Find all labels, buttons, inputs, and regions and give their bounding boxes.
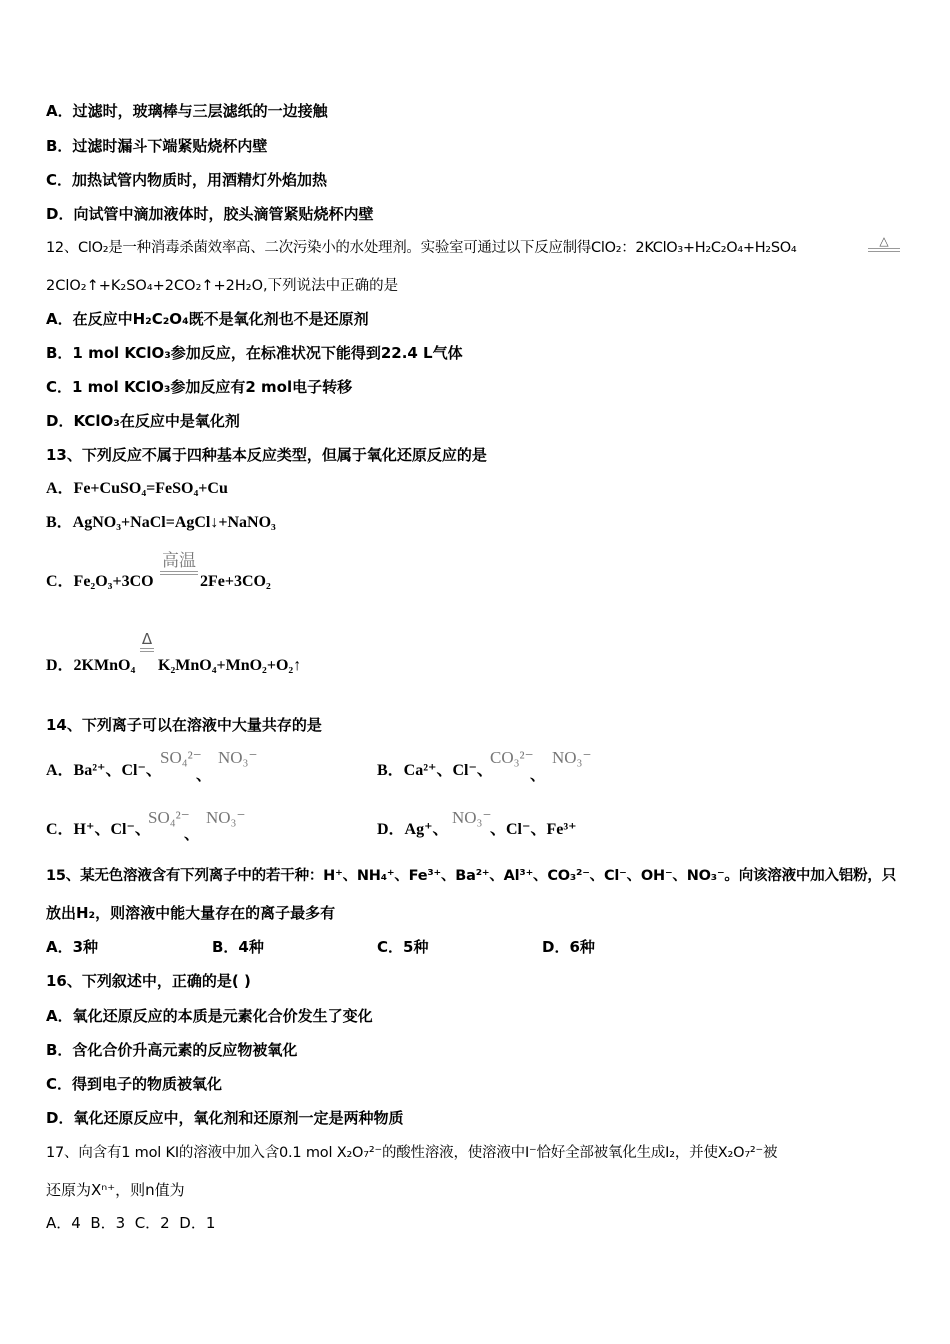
q14-option-d-suffix: 、Cl⁻、Fe³⁺: [490, 821, 577, 838]
q12-heat-condition: [868, 234, 900, 252]
q16-option-c: C．得到电子的物质被氧化: [46, 1075, 223, 1093]
q14-b-nitrate: NO₃⁻: [552, 748, 592, 767]
q14-option-a-prefix: A．Ba²⁺、Cl⁻、: [46, 762, 162, 779]
heat-symbol: Δ: [141, 630, 153, 648]
q17-stem-line1: 17、向含有1 mol KI的溶液中加入含0.1 mol X₂O₇²⁻的酸性溶液，使溶液中I⁻恰好全部被氧化生成I₂，并使X₂O₇²⁻被: [46, 1145, 778, 1161]
q17-options: A．4 B．3 C．2 D．1: [46, 1214, 216, 1232]
q11-option-d: D．向试管中滴加液体时，胶头滴管紧贴烧杯内壁: [46, 205, 374, 223]
q14-option-b-prefix: B．Ca²⁺、Cl⁻、: [377, 762, 493, 779]
q17-stem-line2: 还原为Xⁿ⁺，则n值为: [46, 1181, 185, 1199]
q14-c-sulfate: SO₄²⁻: [148, 808, 190, 827]
q14-b-carbonate: CO₃²⁻: [490, 748, 534, 767]
q11-option-a: A．过滤时，玻璃棒与三层滤纸的一边接触: [46, 102, 328, 120]
heat-symbol: △: [879, 234, 889, 248]
q14-d-nitrate: NO₃⁻: [452, 808, 492, 827]
q13-option-d-left: D．2KMnO₄: [46, 657, 136, 674]
q14-b-separator: 、: [530, 766, 546, 784]
q13-option-a: A．Fe+CuSO₄=FeSO₄+Cu: [46, 480, 228, 497]
q12-option-a: A．在反应中H₂C₂O₄既不是氧化剂也不是还原剂: [46, 310, 369, 328]
equals-sign: [140, 648, 154, 652]
q16-option-d: D．氧化还原反应中，氧化剂和还原剂一定是两种物质: [46, 1109, 404, 1127]
q12-stem-line2: 2ClO₂↑+K₂SO₄+2CO₂↑+2H₂O,下列说法中正确的是: [46, 278, 399, 294]
q12-option-c: C．1 mol KClO₃参加反应有2 mol电子转移: [46, 378, 353, 396]
q13-option-d-right: K₂MnO₄+MnO₂+O₂↑: [158, 657, 302, 674]
q16-stem: 16、下列叙述中，正确的是( ): [46, 972, 251, 990]
q14-stem: 14、下列离子可以在溶液中大量共存的是: [46, 716, 322, 734]
q11-option-b: B．过滤时漏斗下端紧贴烧杯内壁: [46, 137, 268, 155]
q14-a-nitrate: NO₃⁻: [218, 748, 258, 767]
q15-option-a: A．3种: [46, 938, 99, 956]
q13-stem: 13、下列反应不属于四种基本反应类型，但属于氧化还原反应的是: [46, 446, 487, 464]
q12-stem-line1: 12、ClO₂是一种消毒杀菌效率高、二次污染小的水处理剂。实验室可通过以下反应制得ClO₂：2KClO₃+H₂C₂O₄+H₂SO₄: [46, 240, 797, 256]
q14-option-c-prefix: C．H⁺、Cl⁻、: [46, 821, 151, 838]
q14-option-d-prefix: D．Ag⁺、: [377, 821, 449, 838]
q15-option-c: C．5种: [377, 938, 429, 956]
q13-high-temp-condition: [160, 546, 198, 575]
q14-a-sulfate: SO₄²⁻: [160, 748, 202, 767]
q14-c-separator: 、: [184, 825, 200, 843]
q16-option-a: A．氧化还原反应的本质是元素化合价发生了变化: [46, 1007, 373, 1025]
q12-option-d: D．KClO₃在反应中是氧化剂: [46, 412, 240, 430]
q12-option-b: B．1 mol KClO₃参加反应，在标准状况下能得到22.4 L气体: [46, 344, 463, 362]
q14-c-nitrate: NO₃⁻: [206, 808, 246, 827]
q11-option-c: C．加热试管内物质时，用酒精灯外焰加热: [46, 171, 328, 189]
q13-option-c-left: C．Fe₂O₃+3CO: [46, 573, 154, 590]
equals-sign: [160, 571, 198, 575]
q13-heat-condition: [140, 630, 154, 652]
q15-stem-line1: 15、某无色溶液含有下列离子中的若干种：H⁺、NH₄⁺、Fe³⁺、Ba²⁺、Al³⁺、CO₃²⁻、Cl⁻、OH⁻、NO₃⁻。向该溶液中加入铝粉，只: [46, 868, 897, 884]
q13-option-b: B．AgNO₃+NaCl=AgCl↓+NaNO₃: [46, 514, 276, 531]
q15-option-d: D．6种: [542, 938, 595, 956]
high-temp-label: 高温: [162, 551, 196, 571]
q15-stem-line2: 放出H₂，则溶液中能大量存在的离子最多有: [46, 904, 336, 922]
q15-option-b: B．4种: [212, 938, 264, 956]
equals-sign: [868, 248, 900, 252]
q13-option-c-right: 2Fe+3CO₂: [200, 573, 271, 590]
q14-a-separator: 、: [196, 766, 212, 784]
q16-option-b: B．含化合价升高元素的反应物被氧化: [46, 1041, 298, 1059]
